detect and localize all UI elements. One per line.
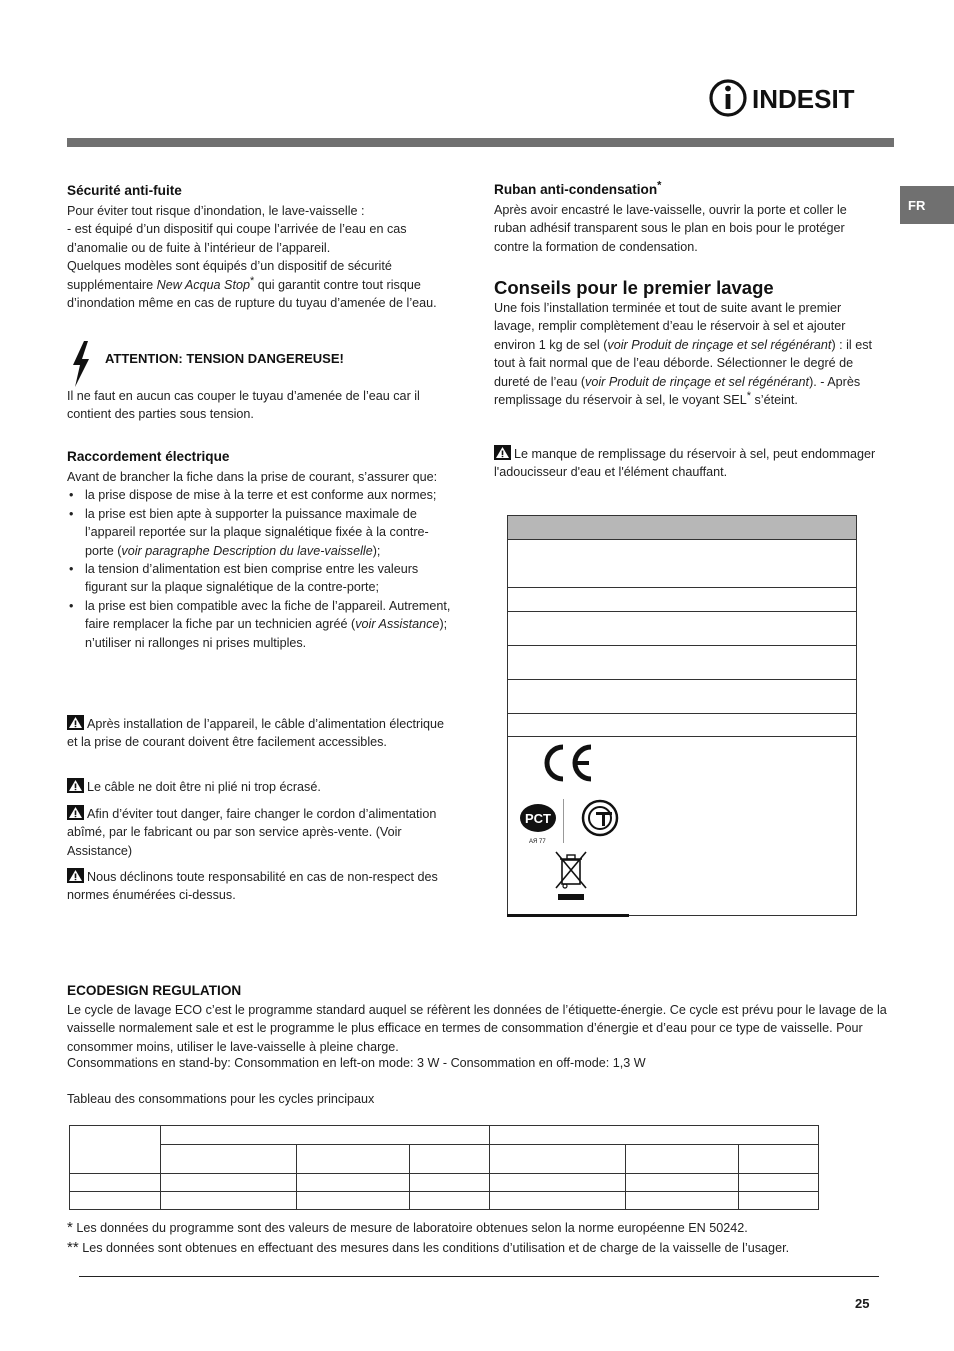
specs-header-row xyxy=(508,516,856,540)
brand-name: INDESIT xyxy=(752,84,855,114)
table-row xyxy=(70,1174,819,1192)
attention-title: ATTENTION: TENSION DANGEREUSE! xyxy=(105,351,344,366)
table-cell xyxy=(161,1192,297,1210)
table-cell xyxy=(490,1174,626,1192)
indesit-logo xyxy=(708,78,860,118)
table-row xyxy=(70,1145,819,1174)
specs-row xyxy=(508,587,856,612)
table-cell xyxy=(410,1145,490,1174)
ruban-text: Après avoir encastré le lave-vaisselle, ouvrir la porte et coller le ruban adhésif transparent sous le plan en bois pour le protéger contre la formation de condensation. xyxy=(494,203,847,254)
table-cell xyxy=(410,1174,490,1192)
list-item: • la prise est bien compatible avec la fiche de l’appareil. Autrement, faire remplacer la fiche par un technicien agréé (voir Assistance); n’utiliser ni rallonges ni prises multiples. xyxy=(67,597,452,652)
footnote-1: * Les données du programme sont des valeurs de mesure de laboratoire obtenues selon la norme européenne EN 50242. xyxy=(67,1219,748,1236)
pct-mark-code: АЯ 77 xyxy=(529,839,546,845)
securite-title: Sécurité anti-fuite xyxy=(67,183,182,198)
table-cell xyxy=(626,1174,739,1192)
table-cell xyxy=(626,1145,739,1174)
specs-row xyxy=(508,611,856,646)
specs-row xyxy=(508,679,856,714)
ecodesign-title: ECODESIGN REGULATION xyxy=(67,983,242,998)
pct-mark-label: PCT xyxy=(525,811,551,826)
footnote-2: ** Les données sont obtenues en effectuant des mesures dans les conditions d’utilisation et de charge de la vaisselle de l’usager. xyxy=(67,1239,790,1256)
warning-icon xyxy=(67,868,84,883)
securite-text: Pour éviter tout risque d’inondation, le lave-vaisselle : - est équipé d’un dispositif qui coupe l’arrivée de l’eau en cas d’anomalie ou de fuite à l’intérieur de l’appareil. Quelques modèles sont équipés d’un dispositif de sécurité supplémentaire New Acqua Stop* qui garantit contre tout risque d’inondation même en cas de rupture du tuyau d’amenée de l’eau. xyxy=(67,204,437,311)
header-bar xyxy=(67,138,894,147)
warning-cordon: Afin d’éviter tout danger, faire changer le cordon d’alimentation abîmé, par le fabricant ou par son service après-vente. (Voir Assistance) xyxy=(67,807,437,858)
table-cell xyxy=(297,1145,410,1174)
weee-bin-icon xyxy=(554,850,588,906)
table-row xyxy=(70,1126,819,1145)
table-cell xyxy=(161,1145,297,1174)
list-item: • la tension d’alimentation est bien comprise entre les valeurs figurant sur la plaque signalétique de la contre-porte; xyxy=(67,560,452,597)
language-tab: FR xyxy=(900,186,954,224)
list-item: • la prise est bien apte à supporter la puissance maximale de l’appareil reportée sur la plaque signalétique fixée à la contre-porte (voir paragraphe Description du lave-vaisselle); xyxy=(67,505,452,560)
technical-specs-table xyxy=(507,515,857,916)
table-cell xyxy=(626,1192,739,1210)
warning-cable: Le câble ne doit être ni plié ni trop écrasé. xyxy=(67,778,447,796)
pct-mark-icon xyxy=(516,798,564,846)
table-cell xyxy=(739,1192,819,1210)
raccordement-list xyxy=(67,486,452,652)
eac-mark-icon xyxy=(578,798,624,838)
warning-icon xyxy=(67,805,84,820)
raccordement-text: Avant de brancher la fiche dans la prise de courant, s’assurer que: • la prise dispose de mise à la terre et est conforme aux normes; • la prise est bien apte à supporter la puissance maximale de l’appareil reportée sur la plaque signalétique fixée à la contre-porte (voir paragraphe Description du lave-vaisselle); • la tension d’alimentation est bien comprise entre les valeurs figurant sur la plaque signalétique de la contre-porte; • la prise est bien compatible avec la fiche de l’appareil. Autrement, faire remplacer la fiche par un technicien agréé (voir Assistance); n’utiliser ni rallonges ni prises multiples. xyxy=(67,468,452,652)
warning-accessible: Après installation de l’appareil, le câble d’alimentation électrique et la prise de courant doivent être facilement accessibles. xyxy=(67,717,445,750)
table-cell xyxy=(161,1174,297,1192)
table-cell xyxy=(70,1192,161,1210)
specs-row xyxy=(508,645,856,680)
table-cell xyxy=(490,1126,819,1145)
warning-icon xyxy=(494,445,511,460)
ecodesign-standby: Consommations en stand-by: Consommation en left-on mode: 3 W - Consommation en off-mode: 1,3 W xyxy=(67,1056,646,1070)
specs-row xyxy=(508,539,856,588)
page-number: 25 xyxy=(855,1296,870,1311)
specs-bottom-bar xyxy=(507,914,629,917)
table-cell xyxy=(739,1174,819,1192)
lightning-icon xyxy=(71,341,91,392)
table-cell xyxy=(297,1192,410,1210)
table-cell xyxy=(410,1192,490,1210)
table-cell xyxy=(70,1174,161,1192)
warning-responsabilite: Nous déclinons toute responsabilité en cas de non-respect des normes énumérées ci-dessus. xyxy=(67,870,438,903)
ce-mark-icon xyxy=(541,742,595,784)
table-row xyxy=(70,1192,819,1210)
warning-icon xyxy=(67,715,84,730)
table-cell xyxy=(297,1174,410,1192)
ecodesign-text: Le cycle de lavage ECO c’est le programme standard auquel se réfèrent les données de l’étiquette-énergie. Ce cycle est prévu pour le lavage de la vaisselle normalement sale et est le programme le plus efficace en termes de consommation d’énergie et d’eau pour ce type de vaisselle. Pour consommer moins, utiliser le lave-vaisselle à pleine charge. xyxy=(67,1003,887,1054)
table-cell xyxy=(739,1145,819,1174)
conseils-text: Une fois l’installation terminée et tout de suite avant le premier lavage, remplir complètement d’eau le réservoir à sel et ajouter environ 1 kg de sel (voir Produit de rinçage et sel régénérant) : il est tout à fait normal que de l’eau déborde. Sélectionner le degré de dureté de l’eau (voir Produit de rinçage et sel régénérant). - Après remplissage du réservoir à sel, le voyant SEL* s’éteint. xyxy=(494,301,873,408)
table-cell xyxy=(161,1126,490,1145)
footer-rule xyxy=(79,1276,879,1277)
ruban-title: Ruban anti-condensation* xyxy=(494,179,662,197)
conseils-title: Conseils pour le premier lavage xyxy=(494,277,774,298)
table-cell xyxy=(70,1126,161,1174)
raccordement-title: Raccordement électrique xyxy=(67,449,230,464)
list-item: • la prise dispose de mise à la terre et est conforme aux normes; xyxy=(67,486,452,504)
conseils-warning: Le manque de remplissage du réservoir à sel, peut endommager l'adoucisseur d'eau et l'élément chauffant. xyxy=(494,447,876,480)
consumption-table xyxy=(69,1125,819,1210)
consumption-table-caption: Tableau des consommations pour les cycles principaux xyxy=(67,1092,375,1106)
table-cell xyxy=(490,1145,626,1174)
warning-icon xyxy=(67,778,84,793)
marks-divider xyxy=(563,799,564,843)
attention-text: Il ne faut en aucun cas couper le tuyau d’amenée de l’eau car il contient des parties sous tension. xyxy=(67,389,420,422)
table-cell xyxy=(490,1192,626,1210)
specs-row xyxy=(508,713,856,737)
